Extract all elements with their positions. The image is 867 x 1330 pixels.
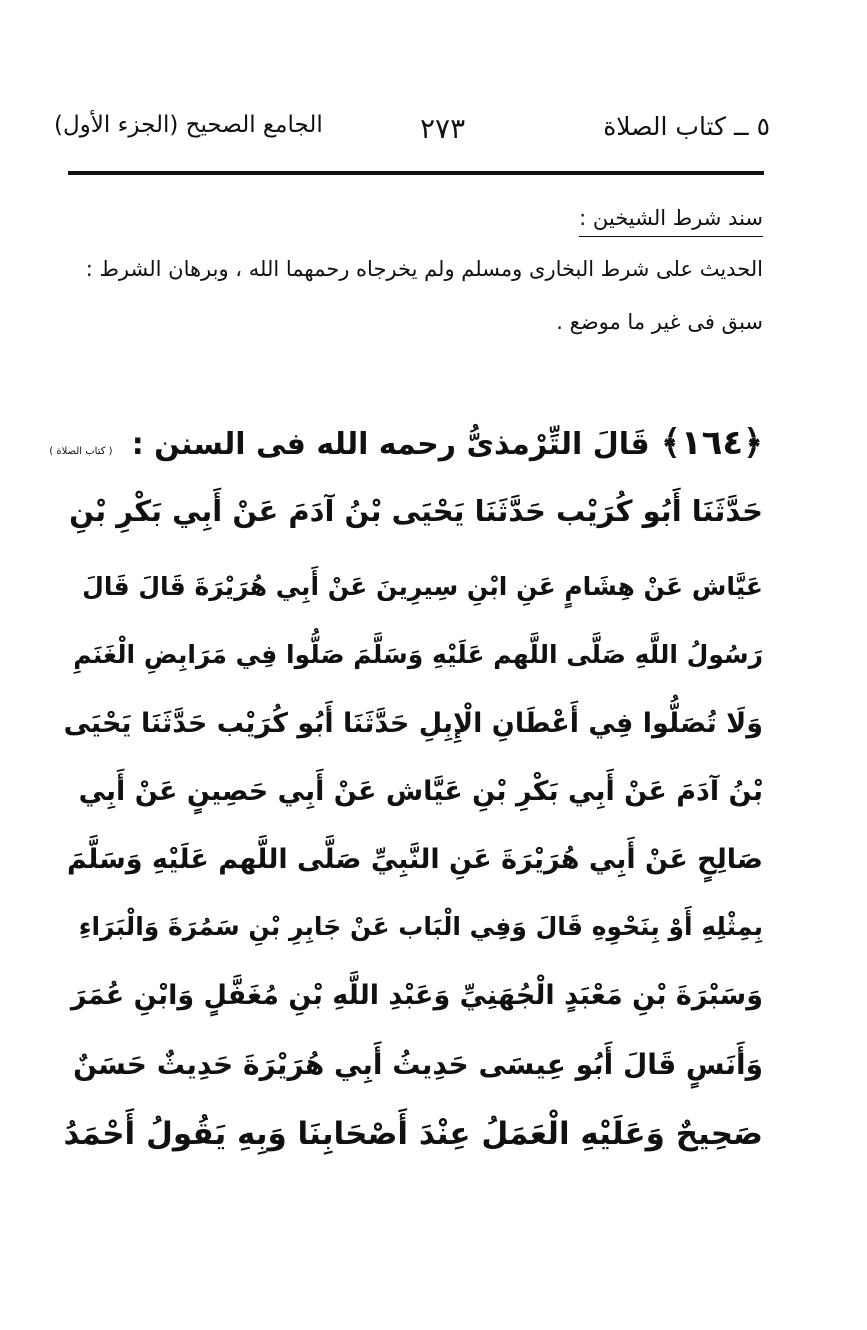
hadith-text-line: بِمِثْلِهِ أَوْ بِنَحْوِهِ قَالَ وَفِي الْبَاب عَنْ جَابِرِ بْنِ سَمُرَةَ وَالْبَرَاءِ [78,912,763,941]
page-number: ٢٧٣ [420,112,466,145]
note-line: سبق فى غير ما موضع . [556,310,763,334]
hadith-source-ref: ( كتاب الصلاة ) [49,446,113,457]
hadith-text-line: عَيَّاش عَنْ هِشَامٍ عَنِ ابْنِ سِيرِينَ عَنْ أَبِي هُرَيْرَةَ قَالَ قَالَ [82,572,763,601]
note-heading: سند شرط الشيخين : [579,206,763,237]
hadith-heading [49,422,763,463]
hadith-text-line: صَحِيحٌ وَعَلَيْهِ الْعَمَلُ عِنْدَ أَصْحَابِنَا وَبِهِ يَقُولُ أَحْمَدُ [63,1116,763,1152]
chapter-title: ٥ ــ كتاب الصلاة [603,112,770,141]
hadith-text-line: وَسَبْرَةَ بْنِ مَعْبَدٍ الْجُهَنِيِّ وَعَبْدِ اللَّهِ بْنِ مُغَفَّلٍ وَابْنِ عُمَرَ [70,980,763,1011]
hadith-text-line: وَلَا تُصَلُّوا فِي أَعْطَانِ الْإِبِلِ حَدَّثَنَا أَبُو كُرَيْب حَدَّثَنَا يَحْيَى [63,708,763,739]
hadith-intro: قَالَ التِّرْمذىُّ رحمه الله فى السنن : [131,427,650,462]
hadith-text-line: صَالِحٍ عَنْ أَبِي هُرَيْرَةَ عَنِ النَّبِيِّ صَلَّى اللَّهم عَلَيْهِ وَسَلَّمَ [67,844,763,875]
hadith-number: ﴿١٦٤﴾ [660,423,763,463]
hadith-text-line: بْنُ آدَمَ عَنْ أَبِي بَكْرِ بْنِ عَيَّاش عَنْ أَبِي حَصِينٍ عَنْ أَبِي [78,776,763,807]
note-line: الحديث على شرط البخارى ومسلم ولم يخرجاه رحمهما الله ، وبرهان الشرط : [85,257,763,281]
hadith-text-line: حَدَّثَنَا أَبُو كُرَيْب حَدَّثَنَا يَحْيَى بْنُ آدَمَ عَنْ أَبِي بَكْرِ بْنِ [69,494,763,528]
header-divider [68,171,764,175]
book-title: الجامع الصحيح (الجزء الأول) [54,112,323,138]
hadith-text-line: وَأَنَسٍ قَالَ أَبُو عِيسَى حَدِيثُ أَبِي هُرَيْرَةَ حَدِيثٌ حَسَنٌ [73,1048,763,1081]
running-header [40,112,770,152]
hadith-text-line: رَسُولُ اللَّهِ صَلَّى اللَّهم عَلَيْهِ وَسَلَّمَ صَلُّوا فِي مَرَابِضِ الْغَنَمِ [73,640,763,669]
